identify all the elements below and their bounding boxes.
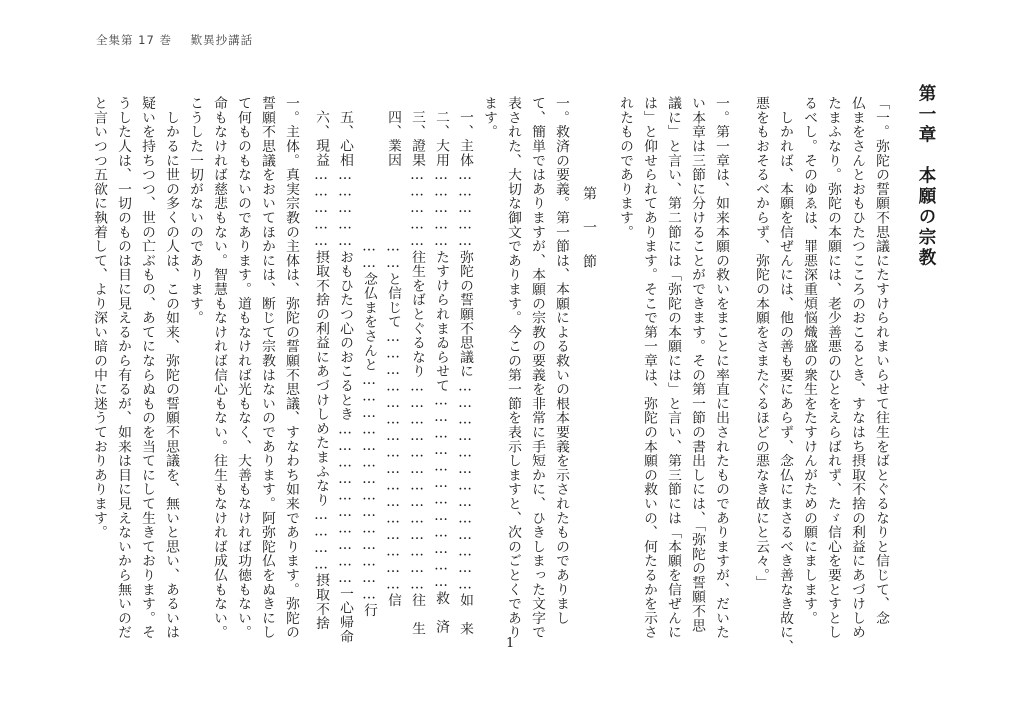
section-intro-line: ます。 — [481, 96, 497, 139]
outline-row: ……念仏まをさんと……………………………………行 — [361, 110, 377, 618]
outline-row: 六、現益……………摂取不捨の利益にあづけしめたまふなり…………摂取不捨 — [313, 110, 329, 631]
body-line: て何ものもないのであります。道もなければ光もなく、大善もなければ功徳もない。 — [235, 96, 251, 640]
quote-line: たまふなり。弥陀の本願には、老少善悪のひとをえらばれず、たゞ信心を要とすとし — [825, 96, 841, 640]
intro-line: い本章は三節に分けることができます。その第一節の書出しには、「弥陀の誓願不思 — [689, 96, 705, 633]
outline-row: 五、心相……………おもひたつ心のおこるとき…………………………一心帰命 — [337, 110, 353, 644]
quote-line: しかれば、本願を信ぜんには、他の善も要にあらず、念仏にまさるべき善なき故に、 — [777, 96, 793, 654]
outline-row: 三、證果……………往生をばとぐるなり…………………………………往 生 — [409, 110, 425, 636]
outline-row: 一、主体……………弥陀の誓願不思議に…………………………………如 来 — [457, 110, 473, 636]
quote-line: 悪をもおそるべからず、弥陀の本願をさまたぐるほどの悪なき故にと云々。」 — [753, 96, 769, 590]
body-line: 命もなければ慈悲もない。智慧もなければ信心もない。往生もなければ成仏もない。 — [211, 96, 227, 640]
body-line: と言いつつ五欲に執着して、より深い暗の中に迷うておりあります。 — [91, 96, 107, 540]
intro-line: れたものであります。 — [617, 96, 633, 239]
quote-line: るべし。そのゆゑは、罪悪深重煩悩熾盛の衆生をたすけんがための願にまします。 — [801, 96, 817, 626]
section-intro-line: 表された、大切な御文であります。今この第一節を表示しますと、次のごとくであり — [505, 96, 521, 640]
section-heading: 第一節 — [581, 186, 597, 288]
quote-line: 「一。弥陀の誓願不思議にたすけられまいらせて往生をばとぐるなりと信じて、念 — [873, 96, 889, 626]
body-line: うした人は、一切のものは目に見えるから有るが、如来は目に見えないから無いのだ — [115, 96, 131, 640]
quote-line: 仏まをさんとおもひたつこころのおこるとき、すなはち摂取不捨の利益にあづけしめ — [849, 96, 865, 640]
intro-line: は」と仰せられてあります。そこで第一章は、弥陀の本願の救いの、何たるかを示さ — [641, 96, 657, 640]
body-line: 誓願不思議をおいてほかには、断じて宗教はないのであります。阿弥陀仏をぬきにし — [259, 96, 275, 640]
body-line: しかるに世の多くの人は、この如来、弥陀の誓願不思議を、無いと思い、あるいは — [163, 96, 179, 640]
running-header — [96, 32, 267, 48]
body-line: こうした一切がないのであります。 — [187, 96, 203, 325]
section-intro-line: て、簡単ではありますが、本願の宗教の要義を非常に手短かに、ひきしまった文字で — [529, 96, 545, 640]
body-line: 疑いを持ちつつ、世の亡ぶもの、あてにならぬものを当てにして生きております。そ — [139, 96, 155, 640]
intro-line: 一。第一章は、如来本願の救いをまことに率直に出されたものでありますが、だいた — [713, 96, 729, 640]
intro-line: 議に」と言い、第二節には「弥陀の本願には」と言い、第三節には「本願を信ぜんに — [665, 96, 681, 640]
book-volume: 全集第 17 巻 — [96, 33, 172, 47]
page-number: 1 — [506, 636, 515, 651]
outline-row: 二、大用……………たすけられまゐらせて………………………………救 済 — [433, 110, 449, 634]
body-line: 一。主体。真実宗教の主体は、弥陀の誓願不思議、すなわち如来であります。弥陀の — [283, 96, 299, 640]
outline-row: 四、業因 ……と信じて…………………………………………信 — [385, 110, 401, 608]
chapter-title: 第一章 本願の宗教 — [916, 84, 936, 269]
book-title: 歎異抄講話 — [190, 33, 254, 47]
section-intro-line: 一。救済の要義。第一節は、本願による救いの根本要義を示されたものでありまし — [553, 96, 569, 626]
